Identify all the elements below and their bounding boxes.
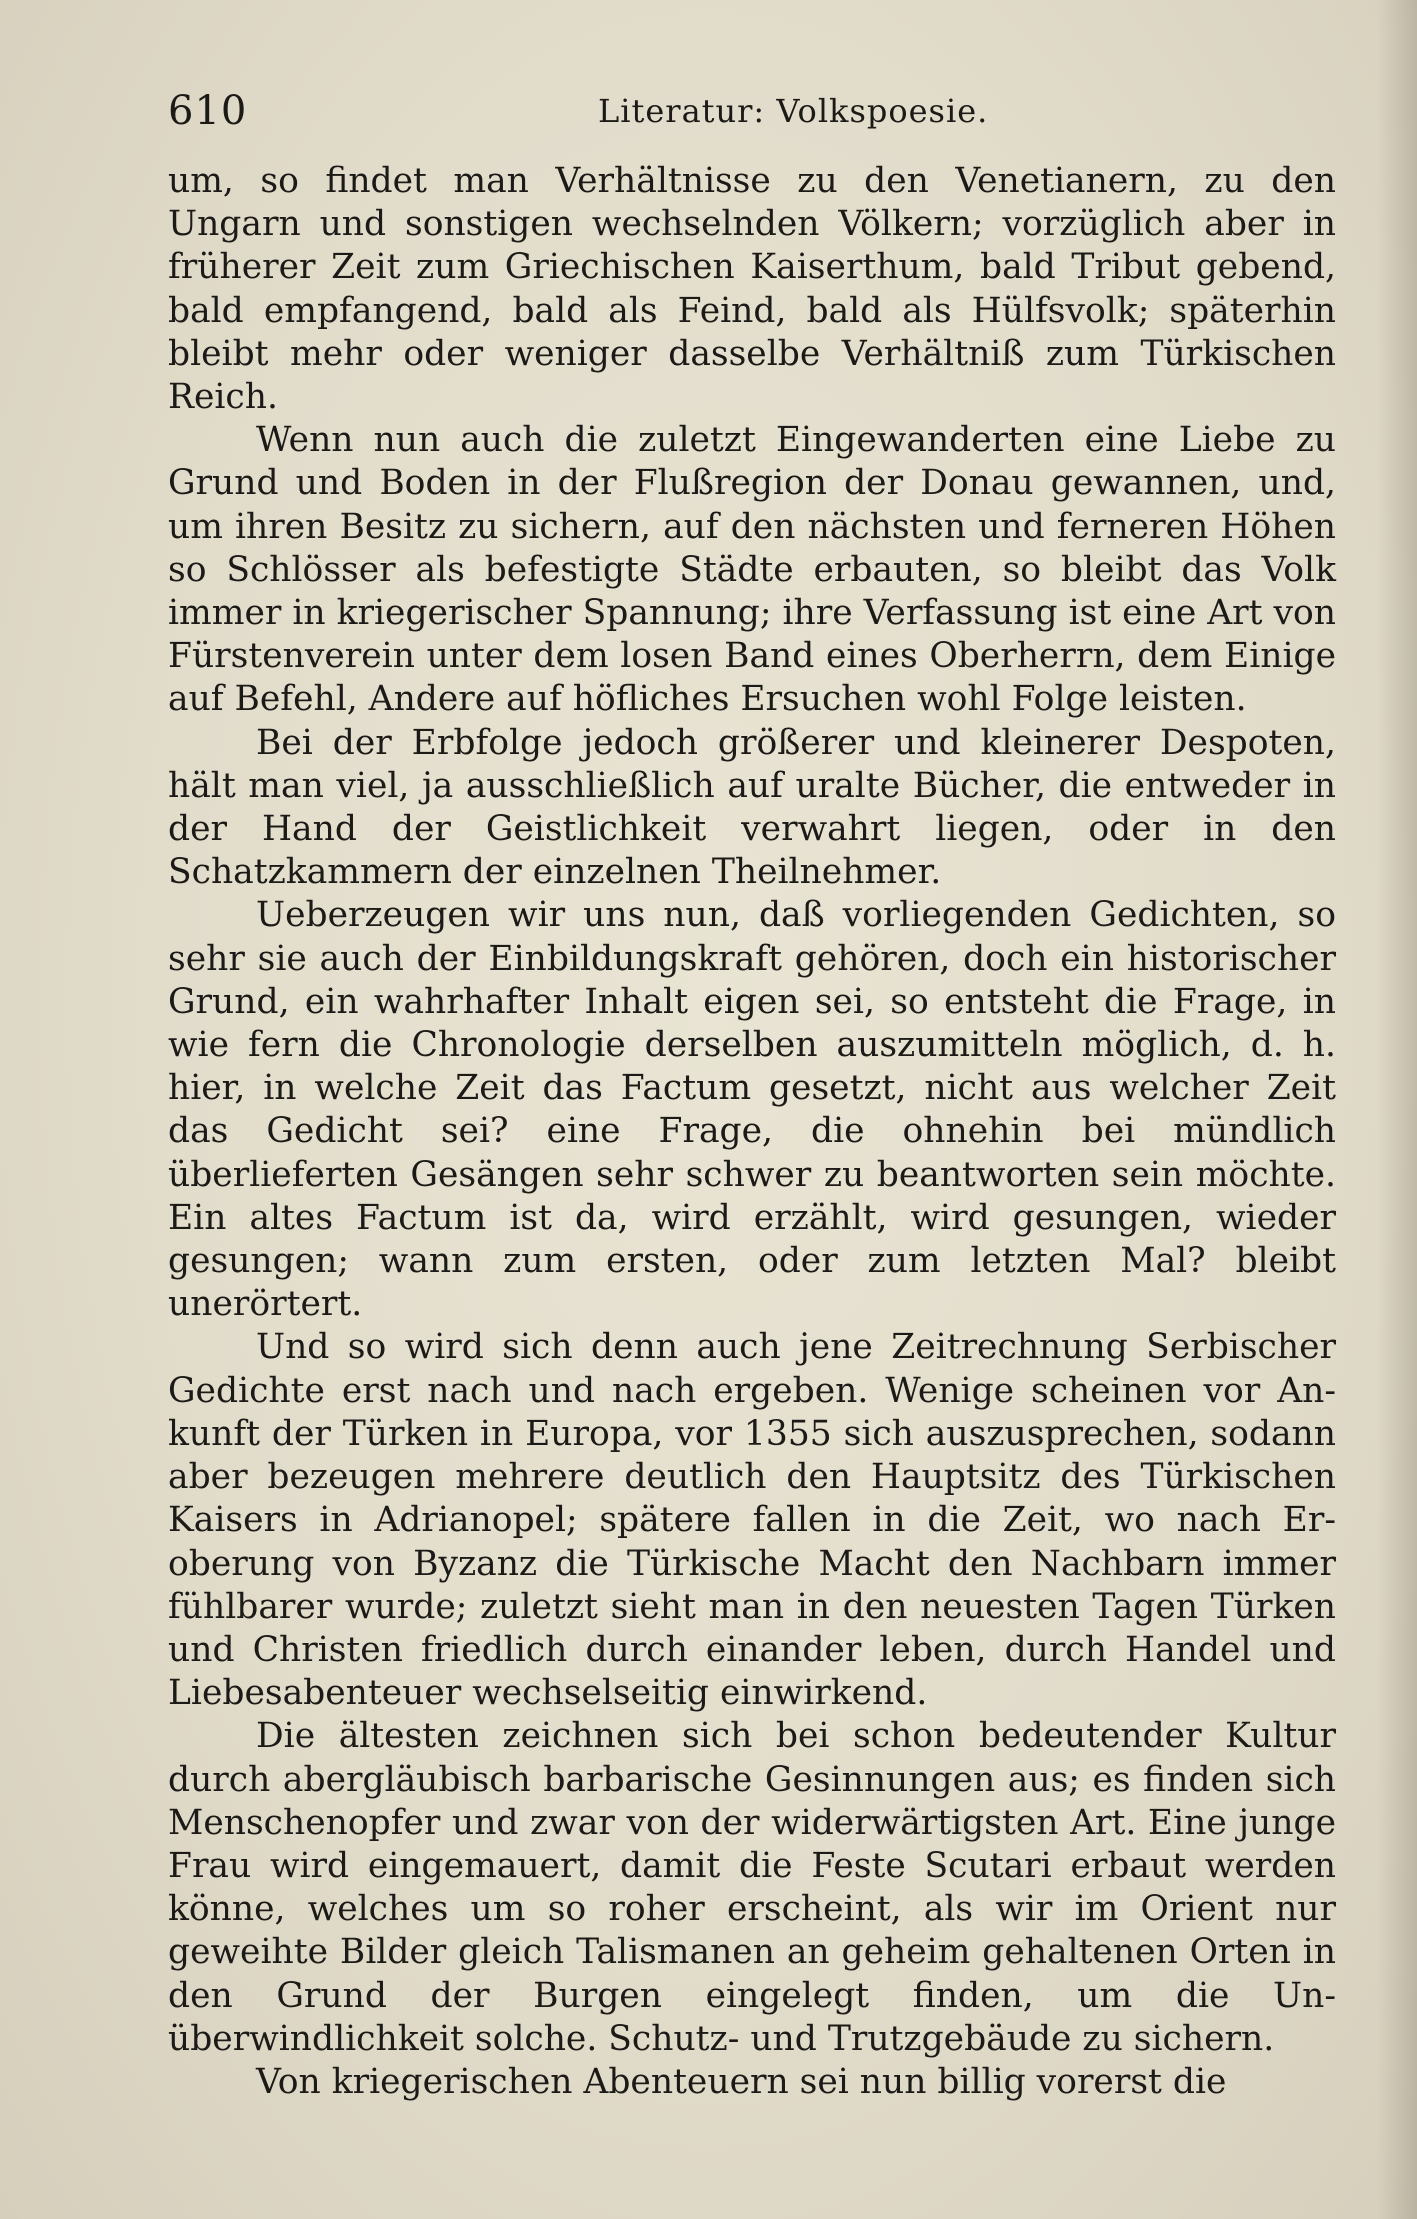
page-header — [168, 88, 1328, 140]
body-text — [168, 160, 1336, 2104]
page-number: 610 — [168, 88, 248, 134]
paragraph: Bei der Erbfolge jedoch größerer und kleinerer Despoten, hält man viel, ja ausschließlich auf uralte Bücher, die entweder in der Hand der Geistlichkeit verwahrt liegen, oder in den Schatzkammern der einzelnen Theilnehmer. — [168, 722, 1336, 893]
running-title: Literatur: Volkspoesie. — [598, 92, 989, 130]
paragraph: Von kriegerischen Abenteuern sei nun billig vorerst die — [256, 2061, 1227, 2102]
paragraph: Und so wird sich denn auch jene Zeitrechnung Serbischer Gedichte erst nach und nach ergeben. Wenige scheinen vor Ankunft der Türken in Europa, vor 1355 sich auszusprechen, sodann aber bezeugen mehrere deutlich den Hauptsitz des Türkischen Kaisers in Adrianopel; spätere fallen in die Zeit, wo nach Eroberung von Byzanz die Türkische Macht den Nachbarn immer fühlbarer wurde; zuletzt sieht man in den neuesten Tagen Türken und Christen friedlich durch einander leben, durch Handel und Liebesabenteuer wechselseitig einwirkend. — [168, 1327, 1336, 1714]
paragraph: Ueberzeugen wir uns nun, daß vorliegenden Gedichten, so sehr sie auch der Einbildungskraft gehören, doch ein historischer Grund, ein wahrhafter Inhalt eigen sei, so entsteht die Frage, in wie fern die Chronologie derselben auszumitteln möglich, d. h. hier, in welche Zeit das Factum gesetzt, nicht aus welcher Zeit das Gedicht sei? eine Frage, die ohnehin bei mündlich überlieferten Gesängen sehr schwer zu beantworten sein möchte. Ein altes Factum ist da, wird erzählt, wird gesungen, wieder gesungen; wann zum ersten, oder zum letzten Mal? bleibt unerörtert. — [168, 895, 1336, 1325]
paragraph-continuation: um, so findet man Verhältnisse zu den Venetianern, zu den Ungarn und sonstigen wechselnden Völkern; vorzüglich aber in früherer Zeit zum Griechischen Kaiserthum, bald Tribut gebend, bald empfangend, bald als Feind, bald als Hülfsvolk; späterhin bleibt mehr oder weniger dasselbe Verhältniß zum Türkischen Reich. — [168, 161, 1336, 418]
page-edge-shadow — [1377, 0, 1417, 2219]
paragraph: Die ältesten zeichnen sich bei schon bedeutender Kultur durch abergläubisch barbarische Gesinnungen aus; es finden sich Menschenopfer und zwar von der widerwärtigsten Art. Eine junge Frau wird eingemauert, damit die Feste Scutari erbaut werden könne, welches um so roher erscheint, als wir im Orient nur geweihte Bilder gleich Talismanen an geheim gehaltenen Orten in den Grund der Burgen eingelegt finden, um die Unüberwindlichkeit solche. Schutz- und Trutzgebäude zu sichern. — [168, 1716, 1336, 2059]
paragraph: Wenn nun auch die zuletzt Eingewanderten eine Liebe zu Grund und Boden in der Flußregion der Donau gewannen, und, um ihren Besitz zu sichern, auf den nächsten und ferneren Höhen so Schlösser als befestigte Städte erbauten, so bleibt das Volk immer in kriegerischer Spannung; ihre Verfassung ist eine Art von Fürstenverein unter dem losen Band eines Oberherrn, dem Einige auf Befehl, Andere auf höfliches Ersuchen wohl Folge leisten. — [168, 420, 1336, 720]
